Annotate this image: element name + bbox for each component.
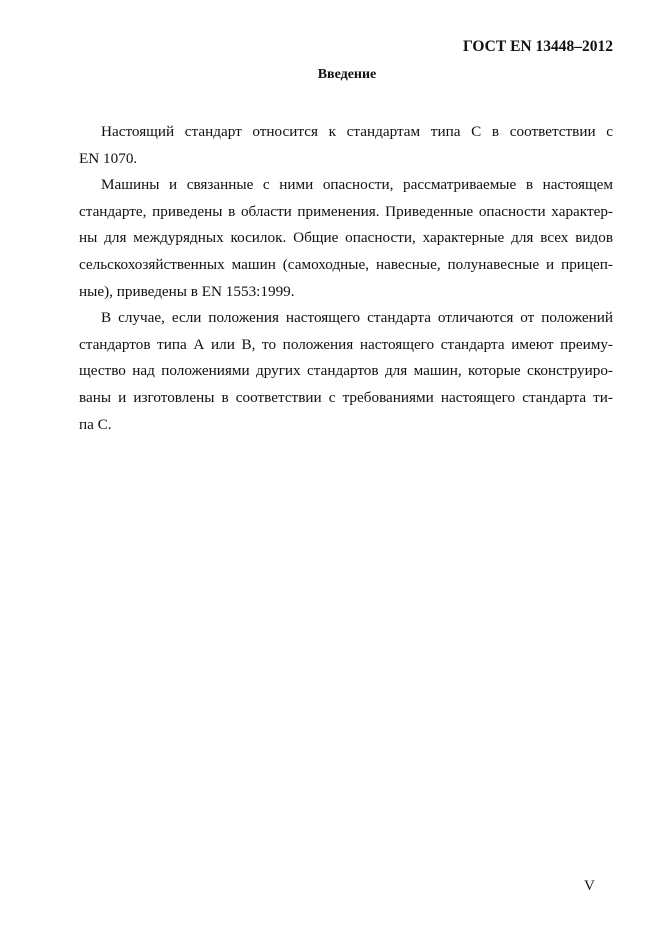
paragraph-line: па С. — [79, 415, 112, 433]
paragraph-line: ваны и изготовлены в соответствии с требованиями настоящего стандарта ти- — [79, 388, 613, 406]
paragraph-line: Машины и связанные с ними опасности, рассматриваемые в настоящем — [101, 176, 613, 194]
paragraph-3 — [79, 305, 613, 438]
paragraph-line: сельскохозяйственных машин (самоходные, навесные, полунавесные и прицеп- — [79, 255, 613, 273]
body-text — [79, 119, 613, 438]
paragraph-line: ны для междурядных косилок. Общие опасности, характерные для всех видов — [79, 229, 613, 247]
paragraph-line: щество над положениями других стандартов для машин, которые сконструиро- — [79, 362, 613, 380]
paragraph-line: Настоящий стандарт относится к стандартам типа С в соответствии с — [101, 123, 613, 140]
paragraph-2 — [79, 172, 613, 305]
paragraph-line: ные), приведены в EN 1553:1999. — [79, 282, 295, 300]
section-title: Введение — [317, 67, 377, 82]
paragraph-line: В случае, если положения настоящего стандарта отличаются от положений — [101, 309, 613, 327]
paragraph-line: EN 1070. — [79, 149, 138, 167]
page-number: V — [584, 878, 595, 894]
paragraph-line: стандартов типа А или В, то положения настоящего стандарта имеют преиму- — [79, 335, 613, 353]
paragraph-1 — [79, 119, 613, 172]
document-code: ГОСТ EN 13448–2012 — [462, 38, 613, 55]
paragraph-line: стандарте, приведены в области применения. Приведенные опасности характер- — [79, 202, 613, 220]
